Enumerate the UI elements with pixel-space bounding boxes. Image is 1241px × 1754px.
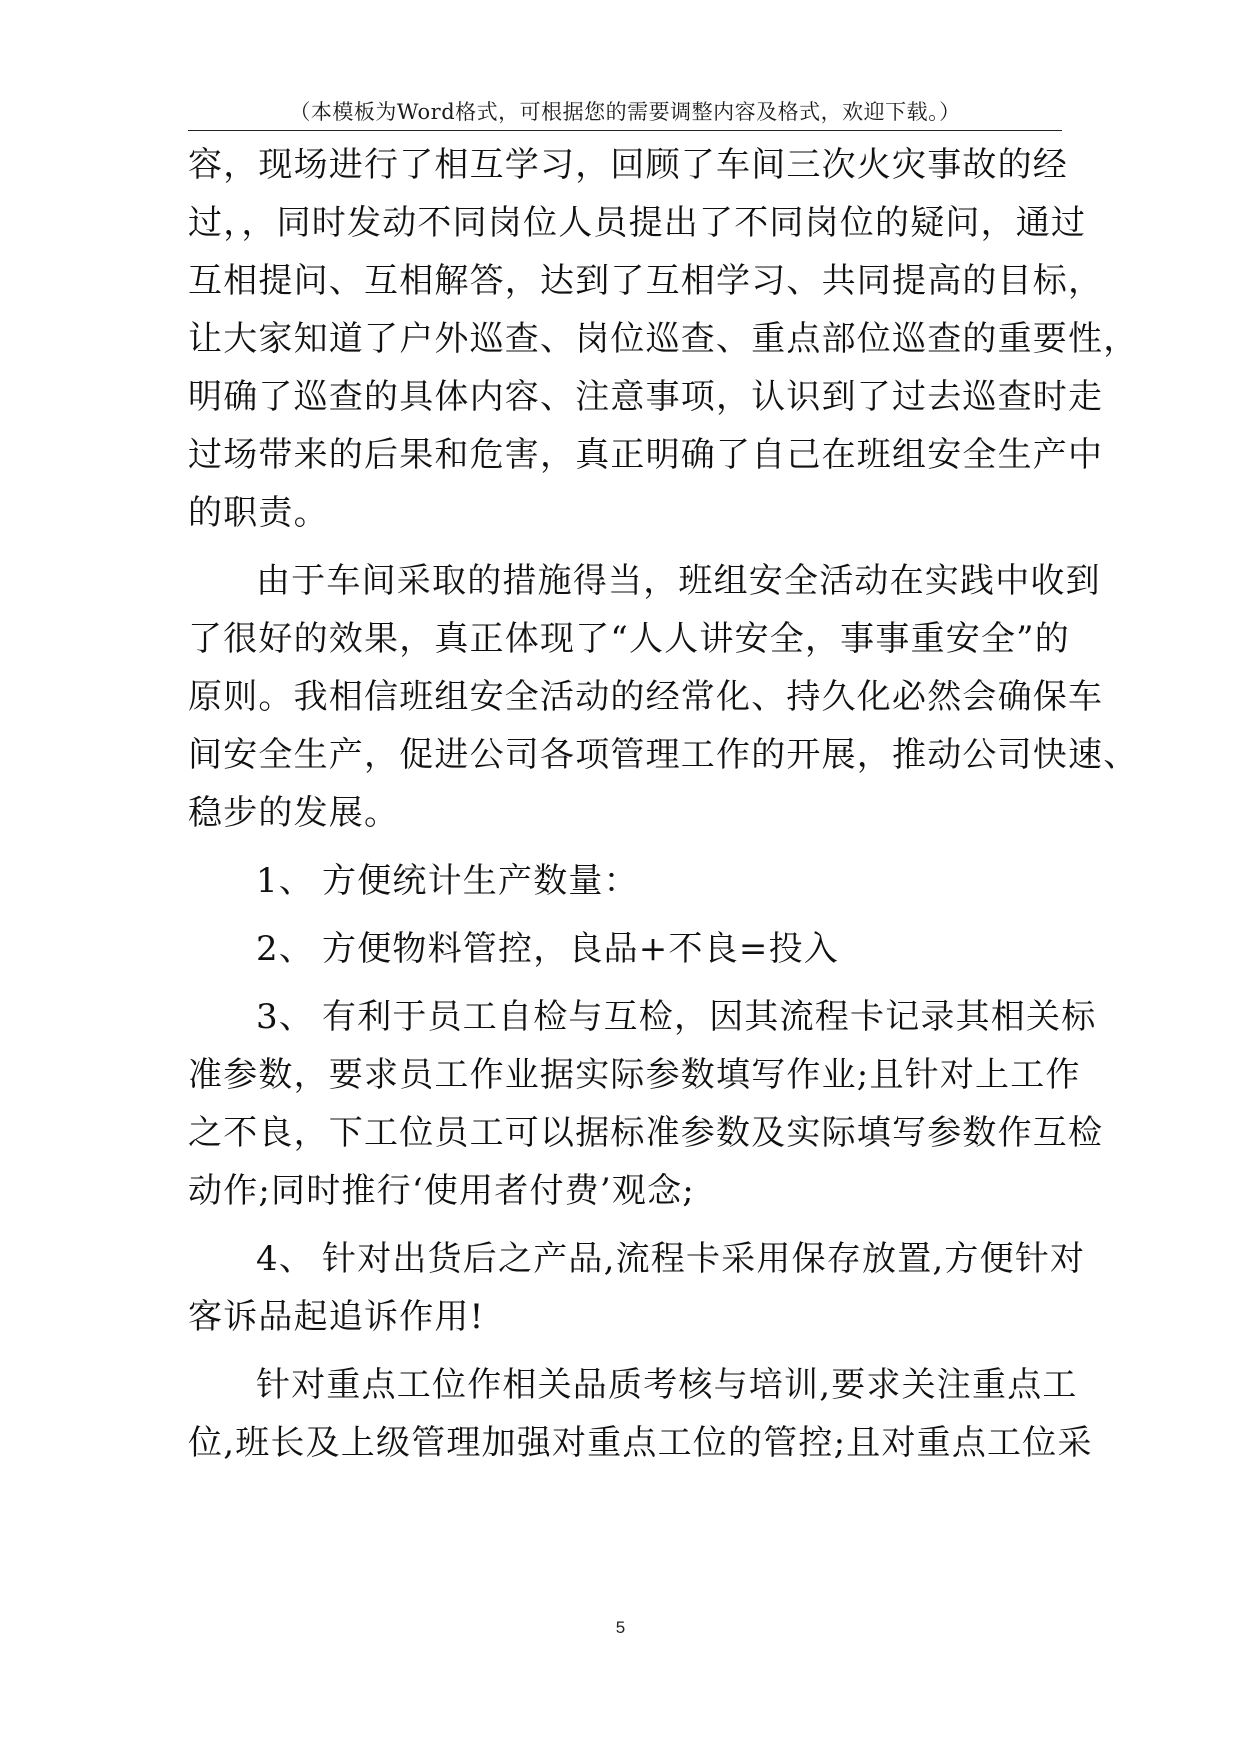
paragraph-line: 明确了巡查的具体内容、注意事项，认识到了过去巡查时走 — [188, 377, 1104, 417]
list-item — [256, 995, 1096, 1039]
list-item-continuation: 客诉品起追诉作用! — [188, 1297, 485, 1337]
header-divider — [188, 130, 1062, 131]
list-item-number: 2、 — [256, 929, 315, 969]
list-item-text: 有利于员工自检与互检，因其流程卡记录其相关标 — [322, 997, 1097, 1037]
paragraph-line: 原则。我相信班组安全活动的经常化、持久化必然会确保车 — [188, 677, 1104, 717]
paragraph-line: 容，现场进行了相互学习，回顾了车间三次火灾事故的经 — [188, 145, 1068, 185]
paragraph-line: 让大家知道了户外巡查、岗位巡查、重点部位巡查的重要性， — [188, 319, 1139, 359]
list-item — [256, 859, 639, 903]
list-item — [256, 1237, 1085, 1281]
paragraph-line: 的职责。 — [188, 493, 329, 533]
list-item-continuation: 动作;同时推行‘使用者付费’观念; — [188, 1171, 695, 1211]
list-item-number: 4、 — [256, 1239, 315, 1279]
page-number: 5 — [615, 1618, 626, 1637]
paragraph-line: 针对重点工位作相关品质考核与培训,要求关注重点工 — [256, 1365, 1078, 1405]
list-item-number: 1、 — [256, 861, 315, 901]
list-item-text: 方便物料管控，良品+不良=投入 — [322, 929, 839, 969]
template-note-header: （本模板为Word格式，可根据您的需要调整内容及格式，欢迎下载。） — [289, 100, 961, 124]
paragraph-line: 间安全生产，促进公司各项管理工作的开展，推动公司快速、 — [188, 735, 1139, 775]
list-item-continuation: 之不良，下工位员工可以据标准参数及实际填写参数作互检 — [188, 1113, 1104, 1153]
list-item-number: 3、 — [256, 997, 315, 1037]
paragraph-line: 位,班长及上级管理加强对重点工位的管控;且对重点工位采 — [188, 1423, 1093, 1463]
list-item-text: 针对出货后之产品,流程卡采用保存放置,方便针对 — [322, 1239, 1086, 1279]
paragraph-line: 过场带来的后果和危害，真正明确了自己在班组安全生产中 — [188, 435, 1104, 475]
paragraph-line: 了很好的效果，真正体现了“人人讲安全，事事重安全”的 — [188, 619, 1070, 659]
list-item — [256, 927, 839, 971]
list-item-text: 方便统计生产数量： — [322, 861, 639, 901]
paragraph-line: 稳步的发展。 — [188, 793, 400, 833]
paragraph-line: 互相提问、互相解答，达到了互相学习、共同提高的目标， — [188, 261, 1104, 301]
paragraph-line: 过，，同时发动不同岗位人员提出了不同岗位的疑问，通过 — [188, 203, 1087, 243]
list-item-continuation: 准参数，要求员工作业据实际参数填写作业;且针对上工作 — [188, 1055, 1081, 1095]
paragraph-line: 由于车间采取的措施得当，班组安全活动在实践中收到 — [256, 561, 1101, 601]
